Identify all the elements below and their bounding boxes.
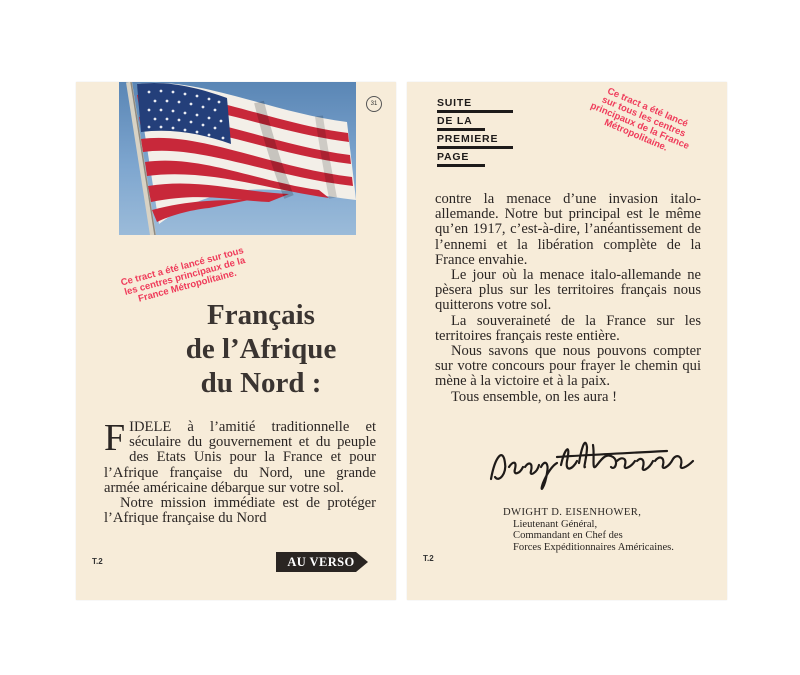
au-verso-banner (276, 552, 368, 572)
distribution-stamp: Ce tract a été lancé sur tous les centres principaux de la France Métropolitaine. (588, 85, 691, 154)
heading-rule (437, 164, 485, 167)
signer-title: Forces Expéditionnaires Américaines. (513, 541, 674, 553)
leaflet-front-page (76, 82, 396, 600)
paragraph: Tous ensemble, on les aura ! (451, 388, 617, 405)
heading-rule (437, 146, 513, 149)
title-line: Français (207, 299, 315, 331)
au-verso-label: AU VERSO (287, 555, 355, 569)
reference-code: T.2 (423, 554, 434, 563)
heading-line: PAGE (437, 151, 470, 163)
leaflet-back-page (407, 82, 727, 600)
title-line: du Nord : (200, 367, 322, 399)
paragraph: Notre mission immédiate est de protéger l’Afrique française du Nord (104, 495, 376, 527)
heading-rule (437, 110, 513, 113)
signer-name: DWIGHT D. EISENHOWER, (503, 507, 642, 518)
signer-title: Commandant en Chef des (513, 530, 623, 541)
heading-line: PREMIERE (437, 133, 499, 145)
continuation-heading (437, 97, 515, 169)
heading-line: SUITE (437, 97, 472, 109)
distribution-stamp: Ce tract a été lancé sur tous les centres principaux de la France Métropolitaine. (119, 245, 247, 305)
reference-code: T.2 (92, 557, 103, 566)
paragraph-text: IDELE à l’amitié traditionnelle et séculaire du gouvernement et du peuple des Etats Unis pour la France et pour l’Afrique française du Nord, une grande armée américaine débarque sur votre sol. (104, 419, 376, 496)
flag-illustration (119, 82, 356, 235)
paragraph: La souveraineté de la France sur les territoires français reste entière. (435, 312, 701, 344)
handwritten-signature (487, 417, 697, 497)
page-number-badge: 31 (366, 96, 382, 112)
heading-line: DE LA (437, 115, 473, 127)
paragraph: contre la menace d’une invasion italo-allemande. Notre but principal est le même qu’en 1917, c’est-à-dire, l’anéantissement de l’ennemi et la libération complète de la France envahie. (435, 191, 701, 268)
back-body-text (435, 192, 701, 405)
title-line: de l’Afrique (185, 333, 337, 365)
drop-cap-letter: F (104, 417, 126, 459)
signature-block (503, 507, 723, 553)
paragraph (104, 417, 376, 496)
signer-title: Lieutenant Général, (513, 518, 598, 530)
heading-rule (437, 128, 485, 131)
front-body-text (104, 417, 376, 527)
leaflet-title (136, 298, 386, 400)
american-flag-photo (119, 82, 356, 235)
paragraph: Nous savons que nous pouvons compter sur votre concours pour frayer le chemin qui mène à la victoire et à la paix. (435, 343, 701, 390)
paragraph: Le jour où la menace italo-allemande ne pèsera plus sur les territoires français nous quitterons votre sol. (435, 267, 701, 314)
